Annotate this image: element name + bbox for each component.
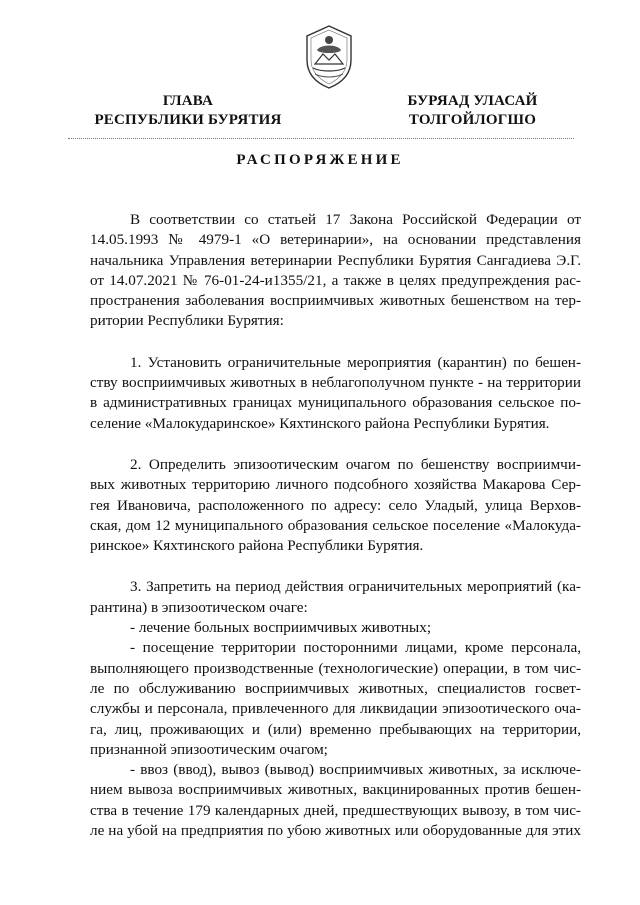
text-line: вых животных территорию личного подсобного хозяйства Макарова Сер- [90,476,581,494]
paragraph-preamble [90,210,581,332]
paragraph-item-1 [90,353,581,434]
header-separator [68,138,574,139]
document-title: РАСПОРЯЖЕНИЕ [236,152,404,168]
text-line: начальника Управления ветеринарии Республики Бурятия Сангадиева Э.Г. [90,251,581,269]
text-line: - ввоз (ввод), вывоз (вывод) восприимчивых животных, за исключе- [130,761,581,779]
text-line: ритории Республики Бурятия: [90,312,284,330]
text-line: ринское» Кяхтинского района Республики Бурятия. [90,537,424,555]
coat-of-arms-emblem [303,24,355,90]
text-line: гея Ивановича, расположенного по адресу: село Уладый, улица Верхов- [90,496,581,514]
text-line: выполняющего производственные (технологические) операции, в том чис- [90,659,581,677]
text-line: 1. Установить ограничительные мероприятия (карантин) по бешен- [130,353,581,371]
text-line: ская, дом 12 муниципального образования сельское поселение «Малокуда- [90,516,581,534]
text-line: - лечение больных восприимчивых животных; [130,619,432,637]
text-line: ле по обслуживанию восприимчивых животных, специалистов госвет- [90,679,581,697]
paragraph-item-3 [90,577,581,841]
header-left-line: РЕСПУБЛИКИ БУРЯТИЯ [94,112,282,128]
text-line: от 14.07.2021 № 76-01-24-и1355/21, а также в целях предупреждения рас- [90,271,581,289]
text-line: ле на убой на предприятия по убою животных или оборудованные для этих [90,822,581,840]
header-right [385,92,560,130]
header-left [78,92,298,130]
header-right-line: БУРЯАД УЛАСАЙ [407,93,538,109]
text-line: В соответствии со статьей 17 Закона Российской Федерации от [130,211,581,228]
text-line: службы и персонала, привлеченного для ликвидации эпизоотического оча- [90,700,581,718]
text-line: 14.05.1993 № 4979-1 «О ветеринарии», на основании представления [90,231,581,249]
header-right-line: ТОЛГОЙЛОГШО [408,112,537,128]
paragraph-item-2 [90,455,581,556]
text-line: га, лиц, проживающих и (или) временно пребывающих на территории, [90,720,581,738]
text-line: признанной эпизоотическим очагом; [90,740,328,758]
text-line: в административных границах муниципального образования сельское по- [90,394,581,412]
text-line: 3. Запретить на период действия ограничительных мероприятий (ка- [130,578,581,596]
text-line: селение «Малокударинское» Кяхтинского района Республики Бурятия. [90,414,550,432]
text-line: нием вывоза восприимчивых животных, вакцинированных против бешен- [90,781,581,799]
text-line: пространения заболевания восприимчивых животных бешенством на тер- [90,292,581,310]
header-left-line: ГЛАВА [162,93,214,109]
text-line: ства в течение 179 календарных дней, предшествующих вывозу, в том чис- [90,801,581,819]
text-line: 2. Определить эпизоотическим очагом по бешенству восприимчи- [130,455,581,473]
text-line: ству восприимчивых животных в неблагополучном пункте - на территории [90,374,581,392]
text-line: - посещение территории посторонними лицами, кроме персонала, [130,639,581,657]
text-line: рантина) в эпизоотическом очаге: [90,598,308,616]
document-body [90,210,581,841]
